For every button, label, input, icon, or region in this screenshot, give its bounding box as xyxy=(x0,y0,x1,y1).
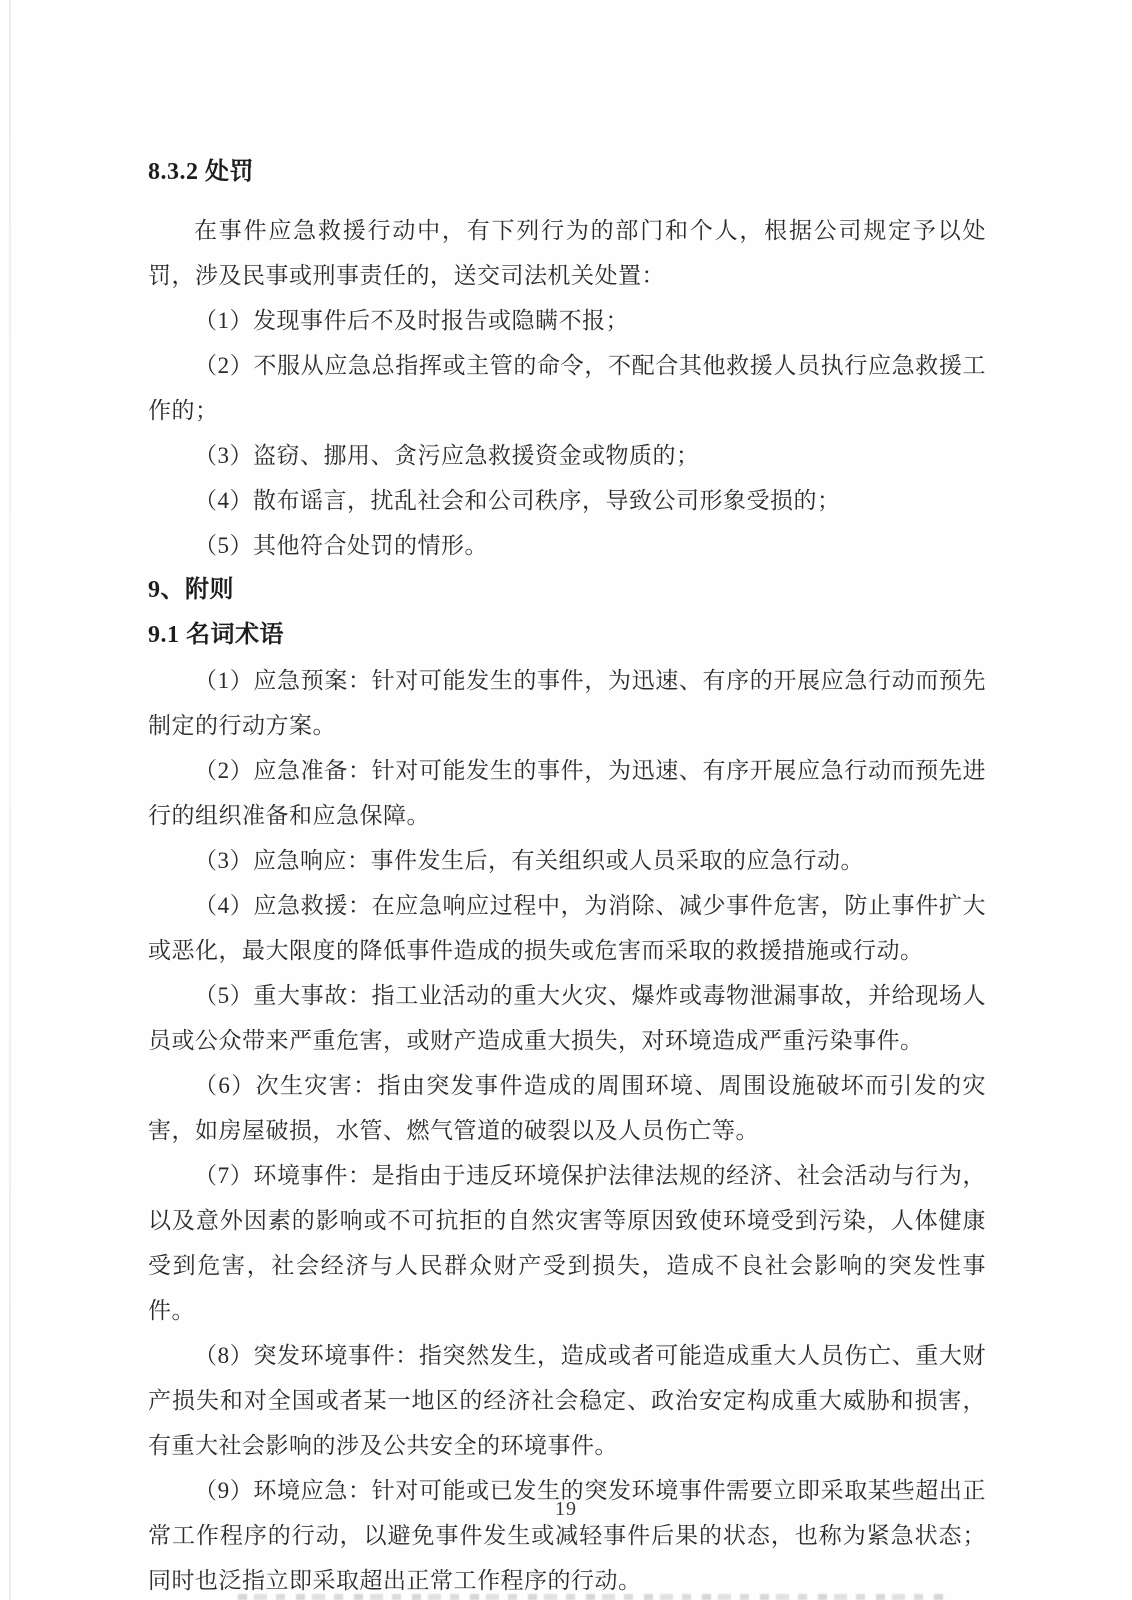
term-item-6: （6）次生灾害：指由突发事件造成的周围环境、周围设施破坏而引发的灾害，如房屋破损，水管、燃气管道的破裂以及人员伤亡等。 xyxy=(148,1073,986,1143)
heading-9-1-terms: 9.1 名词术语 xyxy=(148,622,284,648)
term-item-2: （2）应急准备：针对可能发生的事件，为迅速、有序开展应急行动而预先进行的组织准备和应急保障。 xyxy=(148,758,986,828)
page-number: 19 xyxy=(555,1498,577,1520)
penalty-item-2: （2）不服从应急总指挥或主管的命令，不配合其他救援人员执行应急救援工作的； xyxy=(148,353,986,423)
term-item-8: （8）突发环境事件：指突然发生，造成或者可能造成重大人员伤亡、重大财产损失和对全国或者某一地区的经济社会稳定、政治安定构成重大威胁和损害，有重大社会影响的涉及公共安全的环境事件。 xyxy=(148,1343,986,1458)
penalty-intro-paragraph: 在事件应急救援行动中，有下列行为的部门和个人，根据公司规定予以处罚，涉及民事或刑事责任的，送交司法机关处置： xyxy=(148,218,986,288)
term-item-1: （1）应急预案：针对可能发生的事件，为迅速、有序的开展应急行动而预先制定的行动方案。 xyxy=(148,668,986,738)
penalty-item-1: （1）发现事件后不及时报告或隐瞒不报； xyxy=(194,308,629,333)
term-item-5: （5）重大事故：指工业活动的重大火灾、爆炸或毒物泄漏事故，并给现场人员或公众带来严重危害，或财产造成重大损失，对环境造成严重污染事件。 xyxy=(148,983,986,1053)
heading-8-3-2-penalty: 8.3.2 处罚 xyxy=(148,159,254,185)
term-item-3: （3）应急响应：事件发生后，有关组织或人员采取的应急行动。 xyxy=(194,848,864,873)
scan-edge-artifact xyxy=(9,0,11,1600)
penalty-item-5: （5）其他符合处罚的情形。 xyxy=(194,533,488,558)
term-item-9: （9）环境应急：针对可能或已发生的突发环境事件需要立即采取某些超出正常工作程序的行动，以避免事件发生或减轻事件后果的状态，也称为紧急状态；同时也泛指立即采取超出正常工作程序的行动。 xyxy=(148,1478,986,1593)
heading-9-appendix: 9、附则 xyxy=(148,577,234,603)
penalty-item-3: （3）盗窃、挪用、贪污应急救援资金或物质的； xyxy=(194,443,700,468)
next-page-cutoff-text xyxy=(238,1594,950,1600)
term-item-4: （4）应急救援：在应急响应过程中，为消除、减少事件危害，防止事件扩大或恶化，最大限度的降低事件造成的损失或危害而采取的救援措施或行动。 xyxy=(148,893,986,963)
term-item-7: （7）环境事件：是指由于违反环境保护法律法规的经济、社会活动与行为，以及意外因素的影响或不可抗拒的自然灾害等原因致使环境受到污染，人体健康受到危害，社会经济与人民群众财产受到损失，造成不良社会影响的突发性事件。 xyxy=(148,1163,986,1323)
penalty-item-4: （4）散布谣言，扰乱社会和公司秩序，导致公司形象受损的； xyxy=(194,488,841,513)
document-content xyxy=(148,150,986,1600)
